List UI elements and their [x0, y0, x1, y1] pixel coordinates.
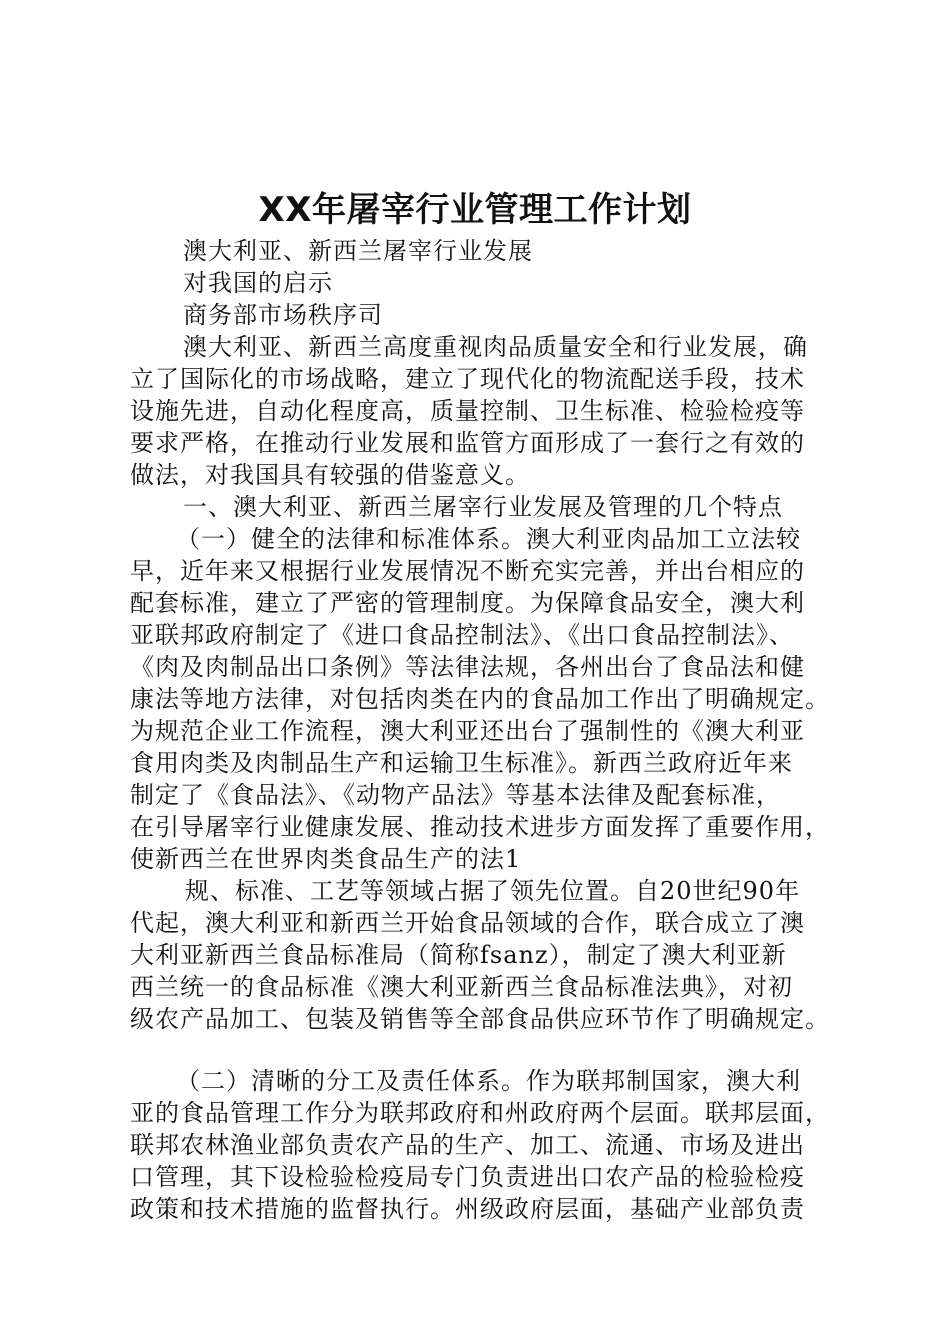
para2-line-3: 大利亚新西兰食品标准局（简称fsanz），制定了澳大利亚新	[130, 941, 787, 969]
para2-line-2: 代起，澳大利亚和新西兰开始食品领域的合作，联合成立了澳	[130, 909, 805, 937]
section-heading: 一、澳大利亚、新西兰屠宰行业发展及管理的几个特点	[183, 493, 783, 521]
subtitle-line-1: 澳大利亚、新西兰屠宰行业发展	[183, 237, 533, 265]
para3-line-3: 联邦农林渔业部负责农产品的生产、加工、流通、市场及进出	[130, 1131, 805, 1159]
para1-line-7: 为规范企业工作流程，澳大利亚还出台了强制性的《澳大利亚	[130, 717, 805, 745]
intro-line-3: 设施先进，自动化程度高，质量控制、卫生标准、检验检疫等	[130, 397, 805, 425]
intro-line-2: 立了国际化的市场战略，建立了现代化的物流配送手段，技术	[130, 365, 805, 393]
para2-line-1: 规、标准、工艺等领域占据了领先位置。自20世纪90年	[185, 877, 801, 905]
para1-line-1: （一）健全的法律和标准体系。澳大利亚肉品加工立法较	[176, 525, 801, 553]
intro-line-4: 要求严格，在推动行业发展和监管方面形成了一套行之有效的	[130, 429, 805, 457]
intro-line-5: 做法，对我国具有较强的借鉴意义。	[130, 461, 530, 489]
para2-line-4: 西兰统一的食品标准《澳大利亚新西兰食品标准法典》，对初	[130, 973, 793, 1001]
para3-line-2: 亚的食品管理工作分为联邦政府和州政府两个层面。联邦层面，	[130, 1099, 830, 1127]
para1-line-8: 食用肉类及肉制品生产和运输卫生标准》。新西兰政府近年来	[130, 749, 793, 777]
para1-line-6: 康法等地方法律，对包括肉类在内的食品加工作出了明确规定。	[130, 685, 830, 713]
subtitle-line-3: 商务部市场秩序司	[183, 301, 383, 329]
para3-line-1: （二）清晰的分工及责任体系。作为联邦制国家，澳大利	[176, 1067, 801, 1095]
subtitle-line-2: 对我国的启示	[183, 269, 333, 297]
para3-line-5: 政策和技术措施的监督执行。州级政府层面，基础产业部负责	[130, 1195, 805, 1223]
para1-line-5: 《肉及肉制品出口条例》等法律法规，各州出台了食品法和健	[130, 653, 805, 681]
para1-line-3: 配套标准，建立了严密的管理制度。为保障食品安全，澳大利	[130, 589, 805, 617]
para3-line-4: 口管理，其下设检验检疫局专门负责进出口农产品的检验检疫	[130, 1163, 805, 1191]
para1-line-4: 亚联邦政府制定了《进口食品控制法》、《出口食品控制法》、	[130, 621, 794, 649]
para2-line-5: 级农产品加工、包装及销售等全部食品供应环节作了明确规定。	[130, 1005, 830, 1033]
para1-line-2: 早，近年来又根据行业发展情况不断充实完善，并出台相应的	[130, 557, 805, 585]
document-title: XX年屠宰行业管理工作计划	[258, 190, 692, 230]
intro-line-1: 澳大利亚、新西兰高度重视肉品质量安全和行业发展，确	[183, 333, 808, 361]
para1-line-10: 在引导屠宰行业健康发展、推动技术进步方面发挥了重要作用，	[130, 813, 830, 841]
para1-line-9: 制定了《食品法》、《动物产品法》等基本法律及配套标准，	[130, 781, 781, 809]
para1-line-11: 使新西兰在世界肉类食品生产的法1	[130, 845, 522, 873]
